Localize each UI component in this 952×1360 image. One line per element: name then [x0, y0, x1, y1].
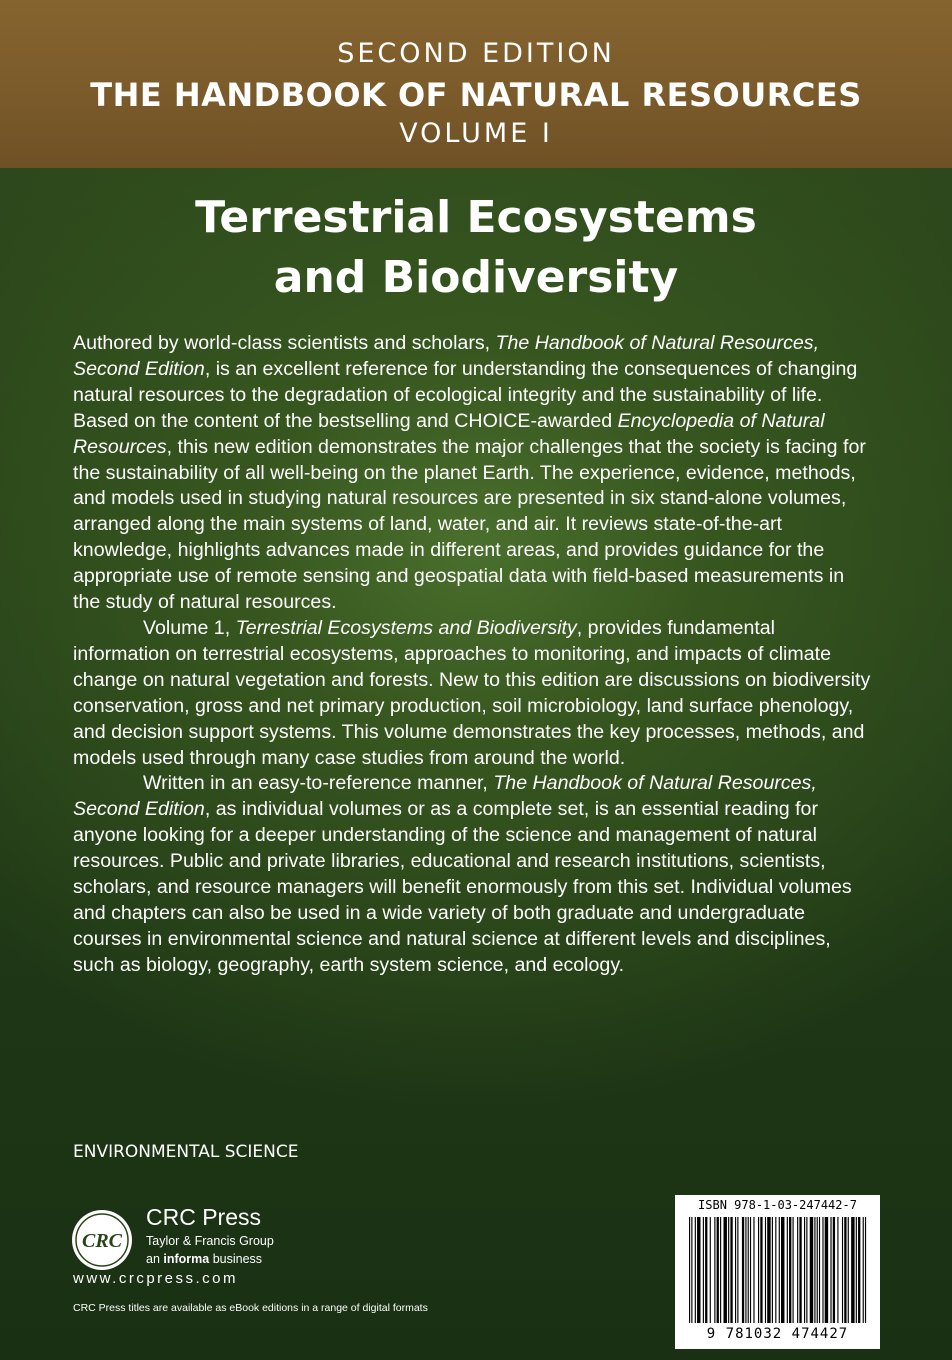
- barcode-bar: [781, 1217, 784, 1323]
- isbn-label: ISBN 978-1-03-247442-7: [698, 1198, 857, 1212]
- barcode-bar: [728, 1217, 729, 1323]
- description-paragraph-1: [73, 331, 873, 616]
- barcode-bar: [837, 1217, 838, 1323]
- barcode-bar: [775, 1217, 776, 1323]
- text-run: business: [209, 1252, 263, 1266]
- barcode-bar: [863, 1217, 864, 1323]
- barcode-bar: [848, 1217, 849, 1323]
- barcode-bar: [720, 1217, 721, 1323]
- barcode-bar: [787, 1217, 788, 1323]
- isbn-barcode: [675, 1195, 880, 1349]
- barcode-bar: [714, 1217, 715, 1323]
- barcode-bar: [819, 1217, 820, 1323]
- series-title: THE HANDBOOK OF NATURAL RESOURCES: [90, 76, 862, 114]
- text-run: Authored by world-class scientists and scholars,: [73, 332, 496, 354]
- barcode-bar: [717, 1217, 719, 1323]
- book-title-line-2: and Biodiversity: [273, 252, 679, 303]
- barcode-bar: [710, 1217, 711, 1323]
- barcode-bar: [703, 1217, 704, 1323]
- barcode-bar: [797, 1217, 798, 1323]
- barcode-bar: [772, 1217, 773, 1323]
- barcode-bar: [767, 1217, 770, 1323]
- barcode-bar: [810, 1217, 813, 1323]
- publisher-website[interactable]: www.crcpress.com: [73, 1270, 239, 1287]
- barcode-bar: [806, 1217, 807, 1323]
- barcode-bar: [737, 1217, 738, 1323]
- barcode-bar: [745, 1217, 746, 1323]
- barcode-bar: [844, 1217, 846, 1323]
- barcode-bar: [851, 1217, 854, 1323]
- text-run: , as individual volumes or as a complete set, is an essential reading for anyone looking for a deeper understanding of the science and management of natural resources. Public and private libraries, educational and research institutions, scientists, scholars, and resource managers will benefit enormously from this set. Individual volumes and chapters can also be used in a wide variety of both graduate and undergraduate courses in environmental science and natural science at different levels and disciplines, such as biology, geography, earth system science, and ecology.: [73, 798, 852, 976]
- barcode-bar: [689, 1217, 690, 1323]
- barcode-bar: [793, 1217, 794, 1323]
- text-run: an: [146, 1252, 164, 1266]
- edition-label: SECOND EDITION: [337, 38, 615, 69]
- publisher-name: CRC Press: [146, 1204, 262, 1230]
- barcode-bar: [724, 1217, 727, 1323]
- barcode-bar: [865, 1217, 866, 1323]
- barcode-bar: [750, 1217, 751, 1323]
- text-run: , is an excellent reference for understanding the consequences of changing natural resources to the degradation of ecological integrity and the sustainability of life. Based on the content of the bestselling and CHOICE-awarded: [73, 357, 858, 432]
- barcode-bar: [842, 1217, 843, 1323]
- volume-label: VOLUME I: [399, 118, 553, 149]
- header-band: [0, 0, 952, 168]
- barcode-bar: [695, 1217, 696, 1323]
- text-run: Volume 1,: [143, 616, 236, 639]
- barcode-bar: [817, 1217, 818, 1323]
- barcode-digits: 9 781032 474427: [706, 1326, 849, 1342]
- barcode-bar: [856, 1217, 857, 1323]
- barcode-bar: [758, 1217, 759, 1323]
- description-paragraph-3: [73, 771, 873, 978]
- barcode-bar: [825, 1217, 828, 1323]
- description-paragraph-2: [73, 616, 873, 771]
- barcode-bar: [705, 1217, 707, 1323]
- barcode-bar: [735, 1217, 736, 1323]
- barcode-bar: [730, 1217, 732, 1323]
- crc-logo-text: CRC: [81, 1230, 123, 1252]
- barcode-bar: [822, 1217, 823, 1323]
- barcode-bar: [858, 1217, 860, 1323]
- barcode-bars: [687, 1217, 868, 1325]
- barcode-bar: [697, 1217, 700, 1323]
- barcode-bar: [830, 1217, 831, 1323]
- barcode-bar: [799, 1217, 801, 1323]
- text-run: Written in an easy-to-reference manner,: [143, 772, 494, 795]
- barcode-bar: [789, 1217, 791, 1323]
- barcode-bar: [753, 1217, 754, 1323]
- book-title: [0, 188, 952, 308]
- barcode-bar: [804, 1217, 805, 1323]
- text-run: , this new edition demonstrates the major challenges that the society is facing for the sustainability of all well-being on the planet Earth. The experience, evidence, methods, and models used in studying natural resources are presented in six stand-alone volumes, arranged along the main systems of land, water, and air. It reviews state-of-the-art knowledge, highlights advances made in different areas, and provides guidance for the appropriate use of remote sensing and geospatial data with field-based measurements in the study of natural resources.: [73, 435, 866, 614]
- barcode-bar: [833, 1217, 835, 1323]
- barcode-bar: [765, 1217, 766, 1323]
- barcode-bar: [742, 1217, 744, 1323]
- description: [73, 331, 873, 979]
- italic-title: Terrestrial Ecosystems and Biodiversity: [235, 616, 577, 639]
- italic-title: The Handbook of Natural Resources, Second Edition: [73, 332, 820, 380]
- barcode-bar: [814, 1217, 815, 1323]
- barcode-bar: [779, 1217, 780, 1323]
- crc-logo-icon: [70, 1208, 134, 1272]
- barcode-bar: [691, 1217, 692, 1323]
- barcode-bar: [748, 1217, 749, 1323]
- publisher-group: Taylor & Francis Group: [146, 1234, 274, 1248]
- ebook-note: CRC Press titles are available as eBook editions in a range of digital formats: [73, 1302, 428, 1314]
- italic-title: The Handbook of Natural Resources, Second Edition: [73, 772, 817, 821]
- italic-title: Encyclopedia of Natural Resources: [73, 409, 825, 458]
- informa-brand: informa: [163, 1252, 210, 1266]
- barcode-bar: [760, 1217, 762, 1323]
- informa-line: [146, 1252, 262, 1266]
- book-title-line-1: Terrestrial Ecosystems: [195, 192, 757, 243]
- text-run: , provides fundamental information on terrestrial ecosystems, approaches to monitoring, and impacts of climate change on natural vegetation and forests. New to this edition are discussions on biodiversity conservation, gross and net primary production, soil microbiology, land surface phenology, and decision support systems. This volume demonstrates the key processes, methods, and models used through many case studies from around the world.: [73, 616, 871, 769]
- subject-category: ENVIRONMENTAL SCIENCE: [73, 1142, 299, 1162]
